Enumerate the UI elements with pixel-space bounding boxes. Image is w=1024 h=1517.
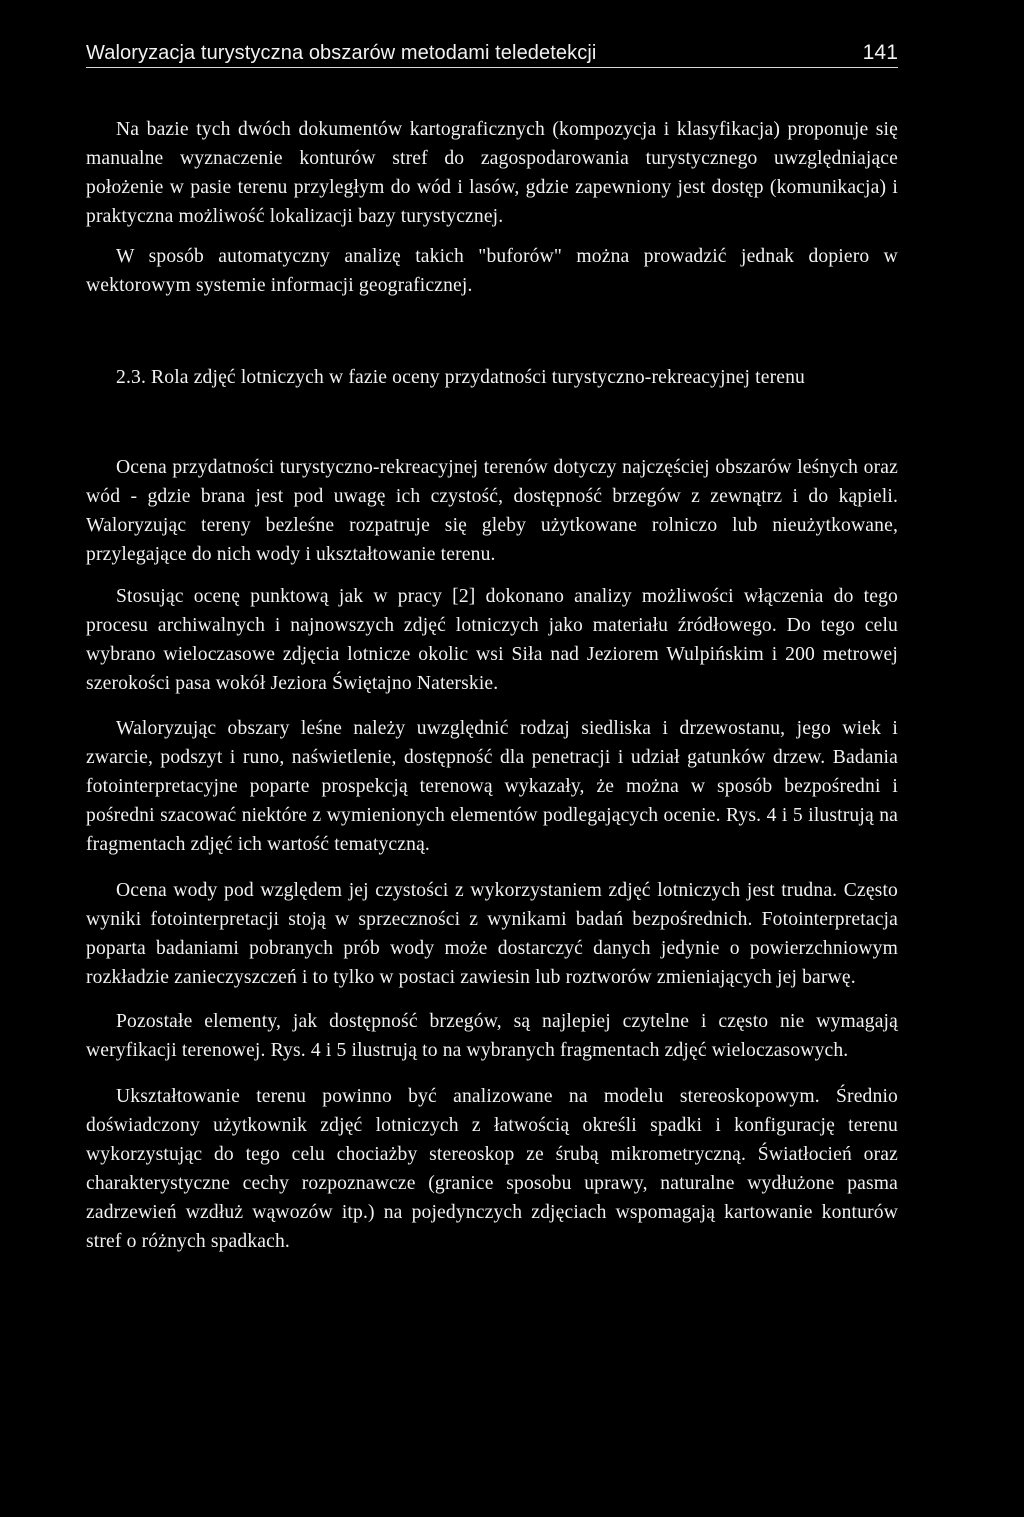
page-number: 141 [862,41,898,64]
paragraph-shore-access: Pozostałe elementy, jak dostępność brzegów, są najlepiej czytelne i często nie wymagają weryfikacji terenowej. Rys. 4 i 5 ilustrują to na wybranych fragmentach zdjęć wieloczasowych. [86,1011,898,1061]
document-page [86,40,898,1256]
paragraph-terrain-relief: Ukształtowanie terenu powinno być analizowane na modelu stereoskopowym. Średnio doświadczony użytkownik zdjęć lotniczych z łatwością określi spadki i konfigurację terenu wykorzystując do tego celu chociażby stereoskop ze śrubą mikrometryczną. Światłocień oraz charakterystyczne cechy rozpoznawcze (granice sposobu uprawy, naturalne wydłużone pasma zadrzewień wzdłuż wąwozów itp.) na pojedynczych zdjęciach wspomagają kartowanie konturów stref o różnych spadkach. [86,1086,898,1252]
paragraph-water-quality: Ocena wody pod względem jej czystości z wykorzystaniem zdjęć lotniczych jest trudna. Często wyniki fotointerpretacji stoją w sprzeczności z wynikami badań bezpośrednich. Fotointerpretacja poparta badaniami pobranych prób wody może dostarczyć danych jedynie o powierzchniowym rozkładzie zanieczyszczeń i to tylko w postaci zawiesin lub roztworów zmieniających jej barwę. [86,880,898,988]
paragraph-point-assessment: Stosując ocenę punktową jak w pracy [2] dokonano analizy możliwości włączenia do tego procesu archiwalnych i najnowszych zdjęć lotniczych jako materiału źródłowego. Do tego celu wybrano wieloczasowe zdjęcia lotnicze okolic wsi Siła nad Jeziorem Wulpińskim i 200 metrowej szerokości pasa wokół Jeziora Świętajno Naterskie. [86,586,898,694]
section-heading: 2.3. Rola zdjęć lotniczych w fazie oceny przydatności turystyczno-rekreacyjnej terenu [116,367,805,388]
running-header [86,40,898,68]
paragraph-vector-gis: W sposób automatyczny analizę takich "buforów" można prowadzić jednak dopiero w wektorowym systemie informacji geograficznej. [86,246,898,296]
running-header-title: Waloryzacja turystyczna obszarów metodami teledetekcji [86,42,597,64]
paragraph-buffer-zones: Na bazie tych dwóch dokumentów kartograficznych (kompozycja i klasyfikacja) proponuje się manualne wyznaczenie konturów stref do zagospodarowania turystycznego uwzględniające położenie w pasie terenu przyległym do wód i lasów, gdzie zapewniony jest dostęp (komunikacja) i praktyczna możliwość lokalizacji bazy turystycznej. [86,119,898,227]
paragraph-assessment-scope: Ocena przydatności turystyczno-rekreacyjnej terenów dotyczy najczęściej obszarów leśnych oraz wód - gdzie brana jest pod uwagę ich czystość, dostępność brzegów z zewnątrz i do kąpieli. Waloryzując tereny bezleśne rozpatruje się gleby użytkowane rolniczo lub nieużytkowane, przylegające do nich wody i ukształtowanie terenu. [86,457,898,565]
paragraph-forest-areas: Waloryzując obszary leśne należy uwzględnić rodzaj siedliska i drzewostanu, jego wiek i zwarcie, podszyt i runo, naświetlenie, dostępność dla penetracji i udział gatunków drzew. Badania fotointerpretacyjne poparte prospekcją terenową wykazały, że można w sposób bezpośredni i pośredni szacować niektóre z wymienionych elementów podlegających ocenie. Rys. 4 i 5 ilustrują na fragmentach zdjęć ich wartość tematyczną. [86,718,898,855]
